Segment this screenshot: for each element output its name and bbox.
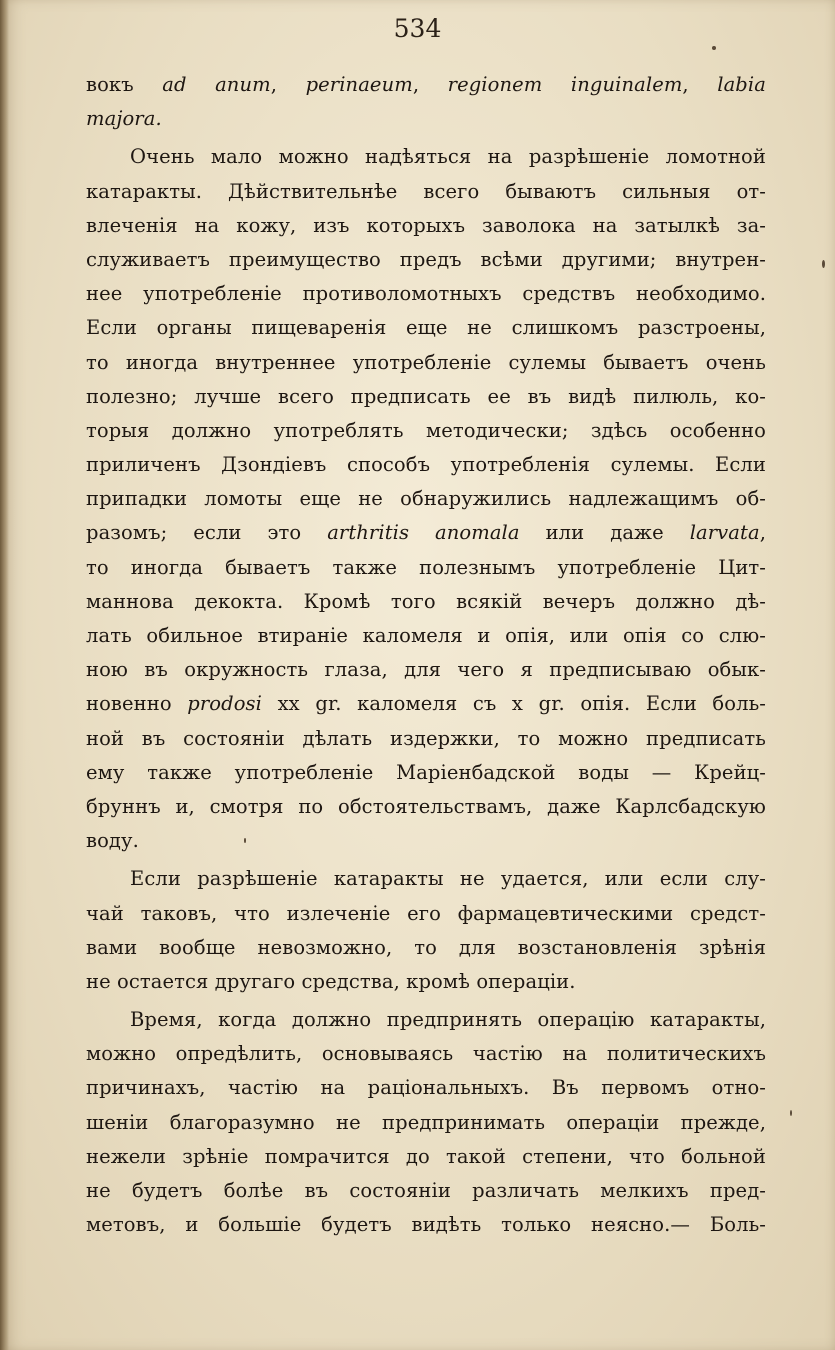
text-line: Если органы пищеваренія еще не слишкомъ разстроены, [86,316,766,340]
text-line: вокъ ad anum, perinaeum, regionem inguinalem, labia [86,73,766,96]
text-line: можно опредѣлить, основываясь частію на политическихъ [86,1042,766,1066]
text-line: Если разрѣшеніе катаракты не удается, или если слу- [130,867,766,891]
text-line: маннова декокта. Кромѣ того всякій вечеръ должно дѣ- [86,589,766,613]
text-line: причинахъ, частію на раціональныхъ. Въ первомъ отно- [86,1076,766,1100]
text-line: торыя должно употреблять методически; здѣсь особенно [86,418,766,442]
text-line: влеченія на кожу, изъ которыхъ заволока на затылкѣ за- [86,213,766,237]
text-line: то иногда бываетъ также полезнымъ употребленіе Цит- [86,555,766,579]
text-line: воду. [86,829,139,853]
text-line: majora. [86,107,162,131]
text-line: то иногда внутреннее употребленіе сулемы бываетъ очень [86,350,766,374]
text-line: метовъ, и большіе будетъ видѣть только неясно.— Боль- [86,1213,766,1237]
text-line: новенно prodosi xx gr. каломеля съ x gr. опія. Если боль- [86,692,766,716]
text-line: нее употребленіе противоломотныхъ средствъ необходимо. [86,282,766,306]
text-line: Очень мало можно надѣяться на разрѣшеніе ломотной [130,145,766,169]
text-line: припадки ломоты еще не обнаружились надлежащимъ об- [86,487,766,511]
text-line: катаракты. Дѣйствительнѣе всего бываютъ сильныя от- [86,179,766,203]
text-line: приличенъ Дзондіевъ способъ употребленія сулемы. Если [86,453,766,477]
text-line: полезно; лучше всего предписать ее въ видѣ пилюль, ко- [86,384,766,408]
book-spine-shadow [0,0,9,1350]
paper-speck [712,46,716,50]
text-line: нежели зрѣніе помрачится до такой степени, что больной [86,1144,766,1168]
text-line: ною въ окружность глаза, для чего я предписываю обык- [86,658,766,682]
paper-speck [822,260,825,268]
text-line: шеніи благоразумно не предпринимать операціи прежде, [86,1110,766,1134]
text-line: не остается другаго средства, кромѣ операціи. [86,969,576,993]
text-line: служиваетъ преимущество предъ всѣми другими; внутрен- [86,247,766,271]
text-line: ему также употребленіе Маріенбадской воды — Крейц- [86,760,766,784]
text-line: не будетъ болѣе въ состояніи различать мелкихъ пред- [86,1179,766,1202]
paper-speck [790,1110,792,1116]
text-line: бруннъ и, смотря по обстоятельствамъ, даже Карлсбадскую [86,794,766,818]
text-line: Время, когда должно предпринять операцію катаракты, [130,1008,766,1032]
text-line: ной въ состояніи дѣлать издержки, то можно предписать [86,726,766,750]
body-text [86,68,766,1242]
text-line: вами вообще невозможно, то для возстановленія зрѣнія [86,935,766,959]
page-number: 534 [393,14,442,43]
text-line: лать обильное втираніе каломеля и опія, или опія со слю- [86,624,766,647]
text-line: разомъ; если это arthritis anomala или даже larvata, [86,521,766,545]
text-line: чай таковъ, что излеченіе его фармацевтическими средст- [86,901,766,925]
